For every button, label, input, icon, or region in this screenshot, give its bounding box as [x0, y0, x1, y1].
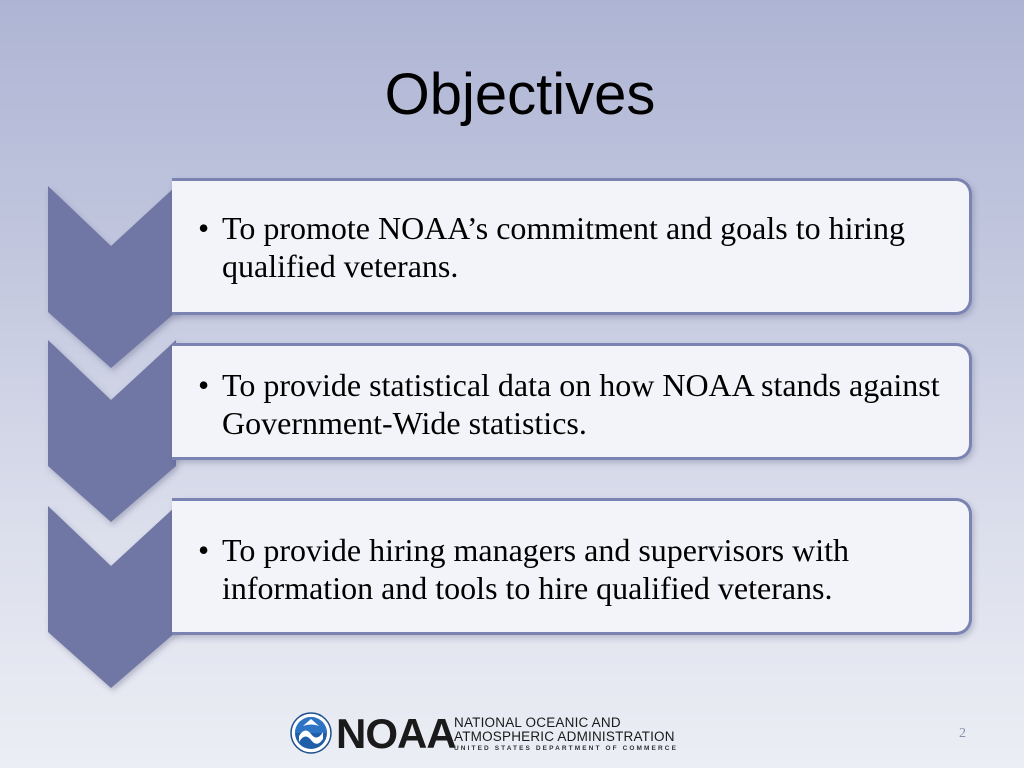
logo-wordmark: NOAA — [336, 710, 456, 757]
noaa-seal-icon — [290, 712, 332, 754]
objective-text: To promote NOAA’s commitment and goals to hiring qualified veterans. — [222, 210, 906, 284]
bullet-icon: • — [198, 367, 210, 403]
slide-title: Objectives — [384, 62, 656, 127]
objective-card-1 — [172, 178, 972, 315]
noaa-logo — [290, 710, 690, 758]
objective-text: To provide statistical data on how NOAA stands against Government-Wide statistics. — [222, 367, 940, 441]
agency-line-1: NATIONAL OCEANIC AND — [454, 715, 621, 730]
objective-card-3 — [172, 498, 972, 635]
page-number: 2 — [959, 726, 966, 741]
agency-name — [454, 716, 678, 753]
objective-text: To provide hiring managers and supervisors with information and tools to hire qualified veterans. — [222, 532, 849, 606]
objective-item — [198, 209, 949, 285]
agency-line-2: ATMOSPHERIC ADMINISTRATION — [454, 729, 675, 744]
objective-item — [198, 366, 949, 442]
objective-card-2 — [172, 343, 972, 460]
bullet-icon: • — [198, 210, 210, 246]
bullet-icon: • — [198, 532, 210, 568]
chevron-1 — [48, 186, 176, 368]
chevron-2 — [48, 340, 176, 522]
department-line: UNITED STATES DEPARTMENT OF COMMERCE — [454, 745, 679, 752]
objective-item — [198, 531, 949, 607]
chevron-3 — [48, 506, 176, 688]
